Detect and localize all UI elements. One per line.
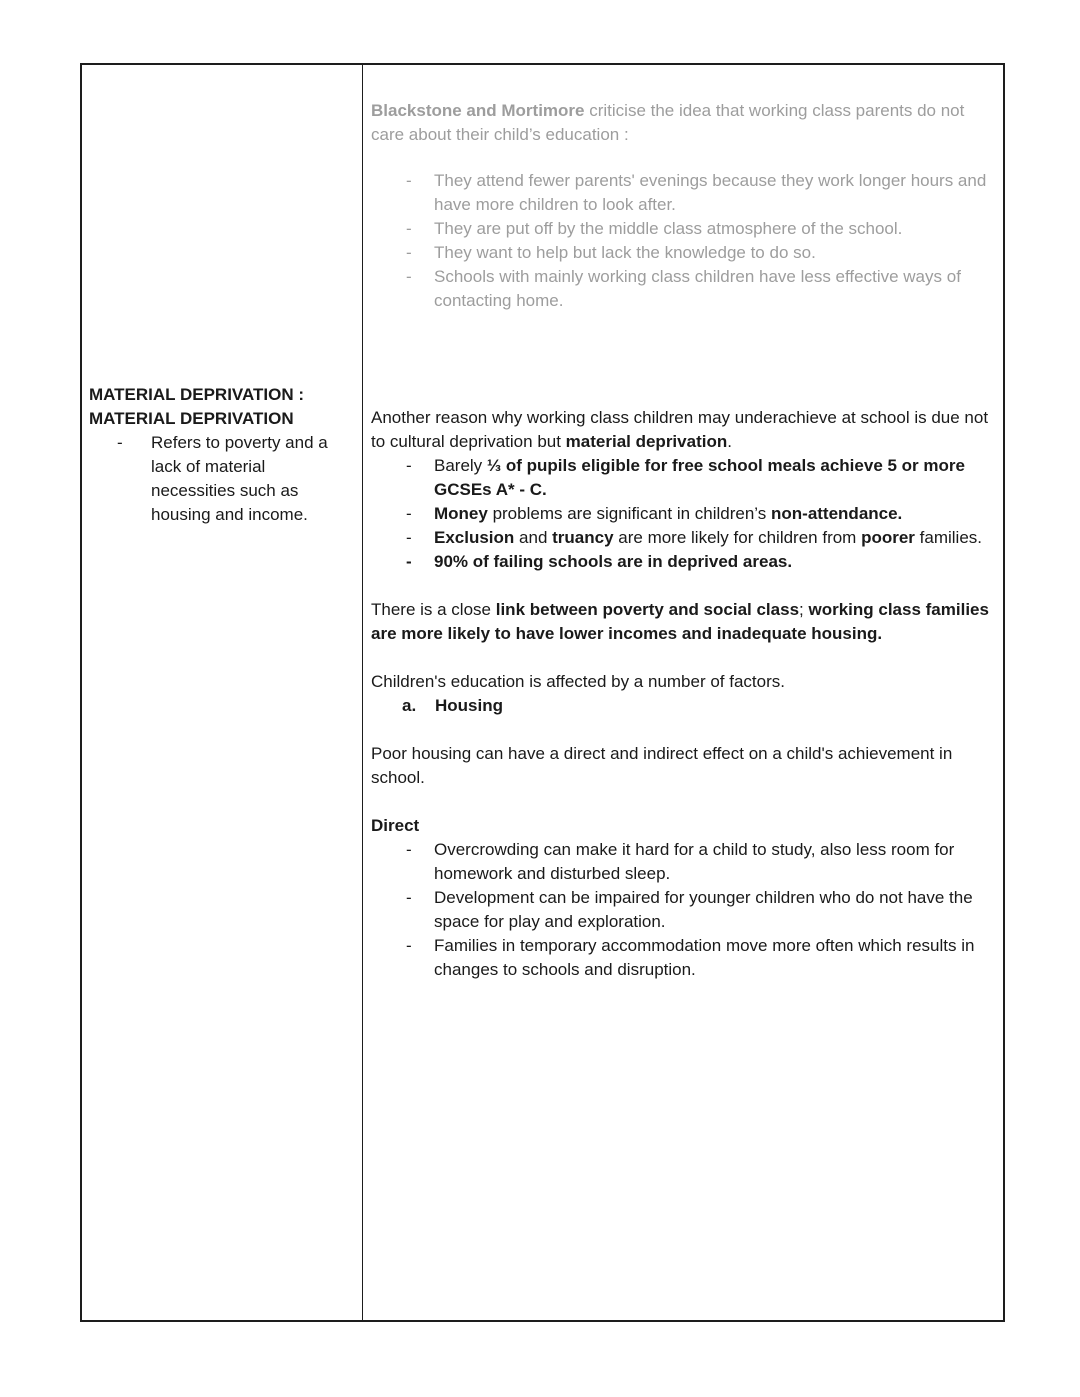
paragraph-bold-text: material deprivation [565,432,728,451]
paragraph-poverty-link [371,598,989,646]
list-item [371,265,989,313]
list-item-text: They want to help but lack the knowledge to do so. [434,243,816,262]
table-cell-notes [363,65,1003,1320]
notes-table [80,63,1005,1322]
bullet-dash: - [406,456,412,475]
paragraph-poor-housing: Poor housing can have a direct and indirect effect on a child's achievement in school. [371,744,953,787]
alpha-list-marker: a. [402,696,417,715]
list-item-housing [371,694,989,718]
bullet-bold-text: poorer [861,528,915,547]
paragraph-text: Another reason why working class children may underachieve at school is due not to cultural deprivation but [371,408,989,451]
list-item-label: Housing [435,696,503,715]
paragraph-text: ; [799,600,809,619]
bullet-text: families. [914,528,982,547]
bullet-overcrowding [371,838,989,886]
bullet-exclusion-truancy [371,526,989,550]
bullet-text: problems are significant in children’s [487,504,771,523]
table-cell-topic [82,65,363,1320]
paragraph-another-reason [371,406,989,454]
bullet-dash: - [406,888,412,907]
bullet-dash: - [117,433,123,452]
topic-subtitle: MATERIAL DEPRIVATION [89,409,294,428]
topic-definition-item [89,431,354,527]
bullet-dash: - [406,504,412,523]
bullet-dash: - [406,552,412,571]
paragraph-text: There is a close [371,600,496,619]
list-item-text: They attend fewer parents' evenings because they work longer hours and have more children to look after. [434,171,987,214]
bullet-text: Barely [434,456,487,475]
bullet-development [371,886,989,934]
paragraph-bold-text: working class families are more likely to have lower incomes and inadequate housing. [371,600,989,643]
bullet-text: are more likely for children from [613,528,862,547]
bullet-dash: - [406,936,412,955]
bullet-bold-text: Money [434,504,488,523]
list-item [371,169,989,217]
intro-rest: criticise the idea that working class parents do not care about their child’s education : [371,101,965,144]
list-item [371,217,989,241]
list-item-text: Schools with mainly working class children have less effective ways of contacting home. [434,267,961,310]
bullet-dash: - [406,840,412,859]
bullet-dash: - [406,528,412,547]
bullet-dash: - [406,171,412,190]
bullet-failing-schools [371,550,989,574]
bullet-text: Overcrowding can make it hard for a child to study, also less room for homework and disturbed sleep. [434,840,955,883]
paragraph-factors: Children's education is affected by a number of factors. [371,672,785,691]
bullet-dash: - [406,219,412,238]
bullet-bold-text: Exclusion [434,528,515,547]
bullet-money [371,502,989,526]
list-item [371,241,989,265]
bullet-text: and [514,528,553,547]
bullet-text: Development can be impaired for younger children who do not have the space for play and exploration. [434,888,973,931]
bullet-dash: - [406,243,412,262]
intro-bullet-list [371,169,989,313]
intro-paragraph [371,99,989,147]
bullet-dash: - [406,267,412,286]
bullet-free-school-meals [371,454,989,502]
paragraph-text: . [727,432,732,451]
bullet-temporary-accommodation [371,934,989,982]
bullet-bold-text: ⅓ of pupils eligible for free school meals achieve 5 or more GCSEs A* - C. [434,456,965,499]
bullet-bold-text: truancy [552,528,614,547]
topic-definition-text: Refers to poverty and a lack of material necessities such as housing and income. [151,433,328,524]
bullet-bold-text: non-attendance. [771,504,903,523]
direct-heading: Direct [371,816,420,835]
list-item-text: They are put off by the middle class atmosphere of the school. [434,219,903,238]
bullet-bold-text: 90% of failing schools are in deprived areas. [434,552,793,571]
topic-title: MATERIAL DEPRIVATION : [89,385,305,404]
bullet-text: Families in temporary accommodation move more often which results in changes to schools and disruption. [434,936,975,979]
intro-authors: Blackstone and Mortimore [371,101,585,120]
paragraph-bold-text: link between poverty and social class [495,600,800,619]
